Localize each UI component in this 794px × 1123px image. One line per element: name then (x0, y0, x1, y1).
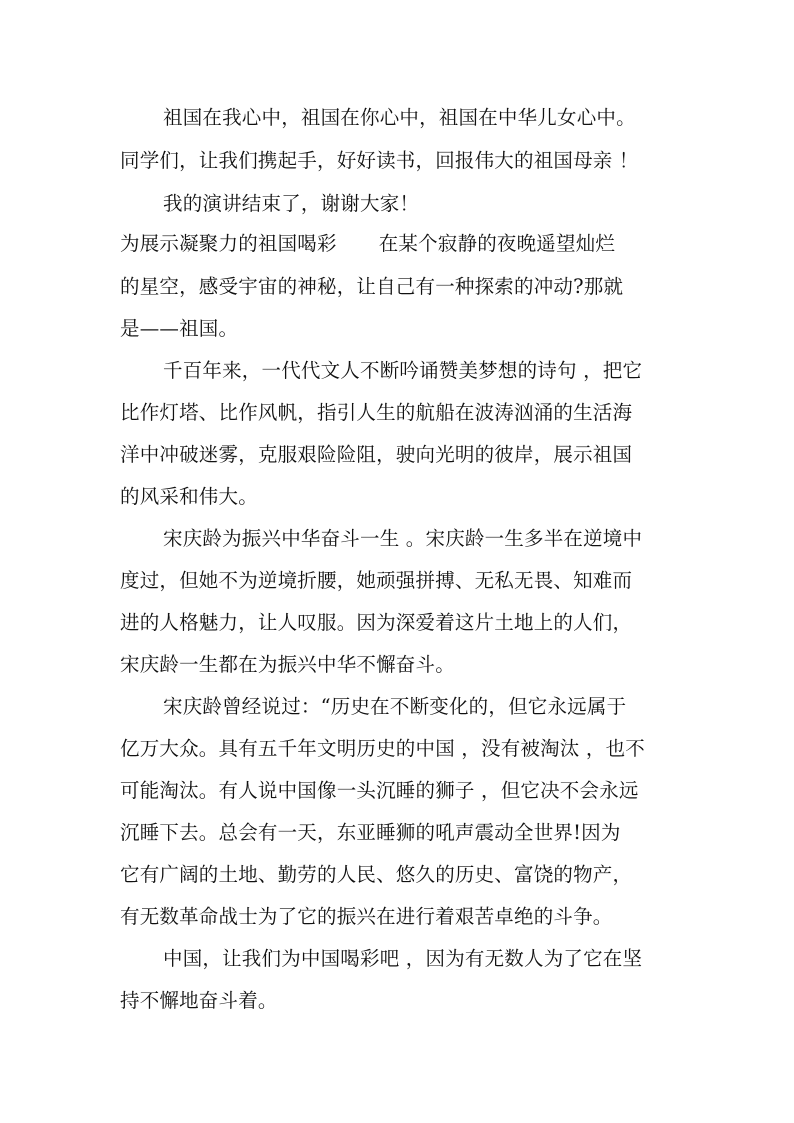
text-line-4 (120, 231, 700, 257)
text-line-9: 洋中冲破迷雾，克服艰险险阻，驶向光明的彼岸，展示祖国 (120, 443, 633, 466)
text-line-11: 宋庆龄为振兴中华奋斗一生 。宋庆龄一生多半在逆境中 (163, 527, 643, 550)
text-line-4-body: 在某个寂静的夜晚遥望灿烂 (378, 232, 616, 255)
text-line-8: 比作灯塔、比作风帆，指引人生的航船在波涛汹涌的生活海 (120, 401, 633, 424)
text-line-6: 是——祖国。 (120, 317, 239, 340)
text-line-17: 可能淘汰。有人说中国像一头沉睡的狮子 ，但它决不会永远 (120, 779, 639, 802)
text-line-21: 中国，让我们为中国喝彩吧 ，因为有无数人为了它在坚 (163, 947, 643, 970)
text-line-16: 亿万大众。具有五千年文明历史的中国 ，没有被淘汰 ，也不 (120, 737, 645, 760)
text-line-13: 进的人格魅力，让人叹服。因为深爱着这片土地上的人们， (120, 611, 633, 634)
text-line-5: 的星空，感受宇宙的神秘，让自己有一种探索的冲动?那就 (120, 275, 624, 298)
text-line-22: 持不懈地奋斗着。 (120, 989, 278, 1012)
text-line-10: 的风采和伟大。 (120, 485, 258, 508)
text-line-14: 宋庆龄一生都在为振兴中华不懈奋斗。 (120, 653, 455, 676)
text-line-7: 千百年来，一代代文人不断吟诵赞美梦想的诗句 ，把它 (163, 359, 643, 382)
text-line-2: 同学们，让我们携起手，好好读书，回报伟大的祖国母亲 ！ (120, 149, 639, 172)
text-line-1: 祖国在我心中，祖国在你心中，祖国在中华儿女心中。 (163, 106, 636, 129)
text-line-15: 宋庆龄曾经说过：“历史在不断变化的，但它永远属于 (163, 695, 627, 718)
text-line-12: 度过，但她不为逆境折腰，她顽强拼搏、无私无畏、知难而 (120, 569, 633, 592)
text-line-20: 有无数革命战士为了它的振兴在进行着艰苦卓绝的斗争。 (120, 905, 613, 928)
text-line-3: 我的演讲结束了，谢谢大家！ (163, 192, 420, 215)
text-line-19: 它有广阔的土地、勤劳的人民、悠久的历史、富饶的物产， (120, 863, 633, 886)
section-title: 为展示凝聚力的祖国喝彩 (120, 232, 337, 255)
text-line-18: 沉睡下去。总会有一天，东亚睡狮的吼声震动全世界!因为 (120, 821, 621, 844)
